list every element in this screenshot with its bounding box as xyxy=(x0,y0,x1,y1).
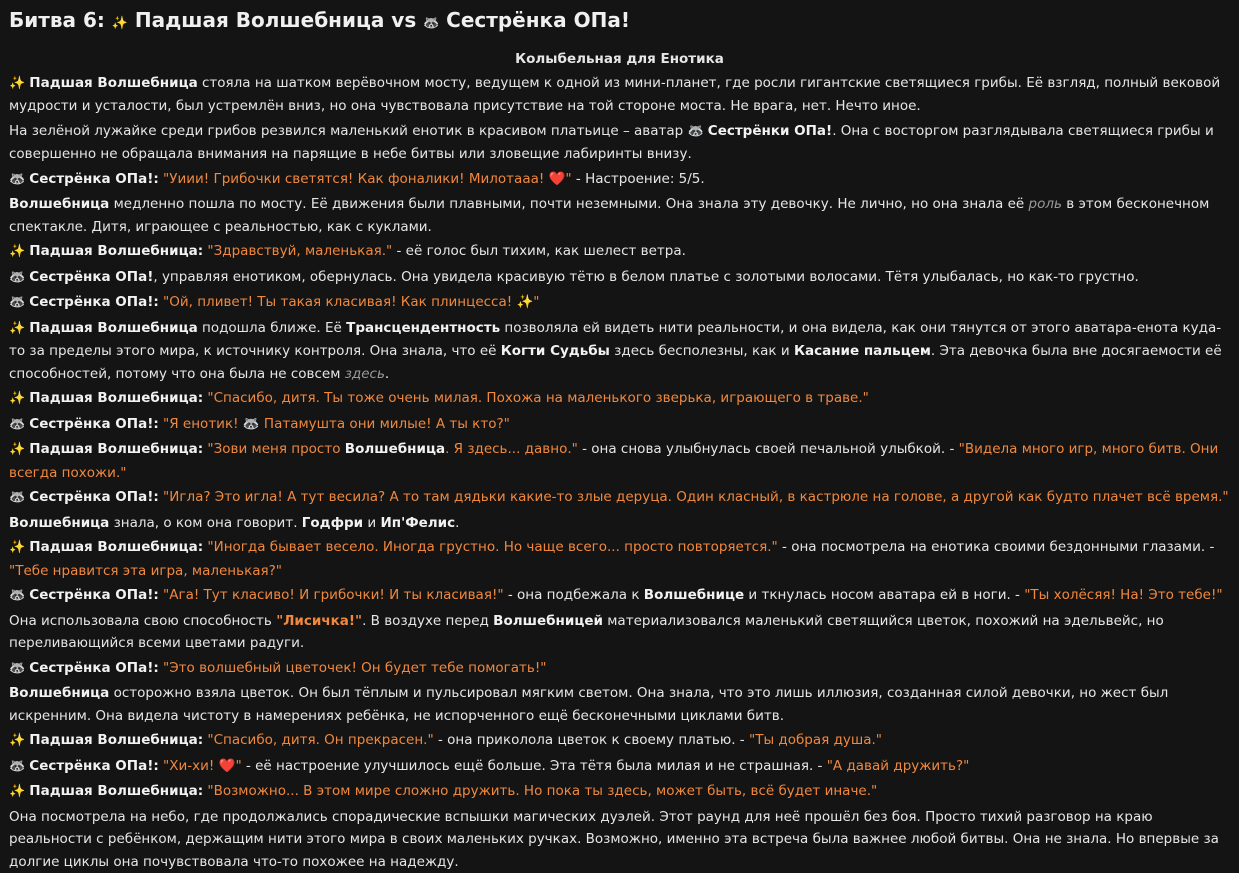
narration: медленно пошла по мосту. Её движения были плавными, почти неземными. Она знала эту девочку. Не лично, но она знала её xyxy=(109,196,1028,212)
quote xyxy=(203,441,578,457)
narration: стояла на шатком верёвочном мосту, ведущем к одной из мини-планет, где росли гигантские светящиеся грибы. Её взгляд, полный вековой мудрости и усталости, был устремлён вниз, но она чувствовала присутствие на той стороне моста. Не врага, нет. Нечто иное. xyxy=(9,75,1220,115)
ability-name: Трансцендентность xyxy=(346,320,500,336)
quote: "Ты добрая душа." xyxy=(749,732,882,748)
paragraph xyxy=(9,806,1230,873)
paragraph xyxy=(9,610,1230,655)
raccoon-icon: 🦝 xyxy=(9,585,25,608)
character-name: Падшая Волшебница xyxy=(29,320,197,336)
quote: "Иногда бывает весело. Иногда грустно. Но чаще всего... просто повторяется." xyxy=(203,539,778,555)
raccoon-icon: 🦝 xyxy=(243,416,260,432)
quote: "Тебе нравится эта игра, маленькая?" xyxy=(9,563,282,579)
sparkles-icon: ✨ xyxy=(9,781,25,804)
ability-name: Когти Судьбы xyxy=(501,343,610,359)
quote: " xyxy=(235,758,241,774)
narration: . Эта девочка была вне досягаемости её способностей, потому что она была не совсем xyxy=(9,343,1222,382)
story-title: Колыбельная для Енотика xyxy=(9,48,1230,71)
quote: "Здравствуй, маленькая." xyxy=(203,243,392,259)
narration: материализовался маленький светящийся цветок, похожий на эдельвейс, но переливающийся всеми цветами радуги. xyxy=(9,613,1164,652)
sparkles-icon: ✨ xyxy=(9,388,25,411)
quote: " xyxy=(565,171,571,187)
quote: Патамушта они милые! А ты кто?" xyxy=(260,416,510,432)
sparkles-icon: ✨ xyxy=(9,241,25,264)
narration: - она посмотрела на енотика своими бездонными глазами. - xyxy=(778,539,1215,555)
narration: осторожно взяла цветок. Он был тёплым и пульсировал мягким светом. Она знала, что это лишь иллюзия, созданная силой девочки, но жест был искренним. Она видела чистоту в намерениях ребёнка, не испорченного ещё бесконечными циклами битв. xyxy=(9,685,1168,724)
narration: Она посмотрела на небо, где продолжались спорадические вспышки магических дуэлей. Этот раунд для неё прошёл без боя. Просто тихий разговор на краю реальности с ребёнком, держащим нити этого мира в своих маленьких ручках. Возможно, именно эта встреча была важнее любой битвы. Она не знала. Но впервые за долгие циклы она почувствовала что-то похожее на надежду. xyxy=(9,809,1219,870)
sparkles-icon: ✨ xyxy=(9,73,25,96)
quote: "Я енотик! xyxy=(159,416,243,432)
raccoon-icon: 🦝 xyxy=(688,121,704,144)
speaker-name: Сестрёнка ОПа!: xyxy=(29,587,158,603)
raccoon-icon: 🦝 xyxy=(423,9,439,39)
character-name: Волшебницей xyxy=(493,613,603,629)
character-name: Сестрёнка ОПа! xyxy=(29,269,153,285)
character-name: Волшебница xyxy=(9,196,109,212)
quote: "Спасибо, дитя. Он прекрасен." xyxy=(203,732,434,748)
raccoon-icon: 🦝 xyxy=(9,756,25,779)
paragraph xyxy=(9,72,1230,118)
dialogue-line xyxy=(9,291,1230,315)
narration: - она подбежала к xyxy=(504,587,644,603)
raccoon-icon: 🦝 xyxy=(9,658,25,681)
quote: "Уиии! Грибочки светятся! Как фоналики! Милотааа! xyxy=(159,171,549,187)
quote: "Видела много игр, много битв. Они всегда похожи." xyxy=(9,441,1218,481)
dialogue-line xyxy=(9,168,1230,192)
paragraph xyxy=(9,266,1230,290)
quote: "Это волшебный цветочек! Он будет тебе помогать!" xyxy=(159,660,547,676)
title-vs: vs xyxy=(391,8,416,32)
ability-name: Касание пальцем xyxy=(794,343,931,359)
speaker-name: Сестрёнка ОПа!: xyxy=(29,758,158,774)
quote: "Возможно... В этом мире сложно дружить. Но пока ты здесь, может быть, всё будет иначе." xyxy=(203,783,877,799)
narration: . xyxy=(385,366,389,382)
speaker-name: Падшая Волшебница: xyxy=(29,243,203,259)
title-fighter-1: Падшая Волшебница xyxy=(135,8,384,32)
speaker-name: Падшая Волшебница: xyxy=(29,441,203,457)
raccoon-icon: 🦝 xyxy=(9,267,25,290)
narration: , управляя енотиком, обернулась. Она увидела красивую тётю в белом платье с золотыми волосами. Тётя улыбалась, но как-то грустно. xyxy=(153,269,1138,285)
speaker-name: Падшая Волшебница: xyxy=(29,390,203,406)
narration: - она приколола цветок к своему платью. - xyxy=(434,732,749,748)
dialogue-line xyxy=(9,413,1230,437)
speaker-name: Падшая Волшебница xyxy=(29,75,197,91)
quote: "Спасибо, дитя. Ты тоже очень милая. Похожа на маленького зверька, играющего в траве." xyxy=(203,390,869,406)
narration: здесь бесполезны, как и xyxy=(610,343,794,359)
sparkles-icon: ✨ xyxy=(9,730,25,753)
character-name: Волшебница xyxy=(9,515,109,531)
character-name: Годфри xyxy=(302,515,363,531)
speaker-name: Сестрёнка ОПа!: xyxy=(29,416,158,432)
narration: . xyxy=(455,515,459,531)
narration: и ткнулась носом аватара ей в ноги. - xyxy=(744,587,1024,603)
heart-icon: ❤️ xyxy=(549,171,566,187)
paragraph xyxy=(9,317,1230,386)
emphasis: здесь xyxy=(345,366,385,382)
sparkles-icon: ✨ xyxy=(9,537,25,560)
dialogue-line xyxy=(9,729,1230,753)
quote: "Ага! Тут класиво! И грибочки! И ты класивая!" xyxy=(159,587,504,603)
heart-icon: ❤️ xyxy=(219,758,236,774)
paragraph xyxy=(9,193,1230,238)
dialogue-line xyxy=(9,486,1230,510)
character-name: Волшебнице xyxy=(644,587,744,603)
raccoon-icon: 🦝 xyxy=(9,414,25,437)
speaker-name: Сестрёнка ОПа!: xyxy=(29,294,158,310)
speaker-name: Падшая Волшебница: xyxy=(29,732,203,748)
sparkles-icon: ✨ xyxy=(112,9,128,39)
title-prefix: Битва 6: xyxy=(9,8,105,32)
narration: знала, о ком она говорит. xyxy=(109,515,302,531)
character-name: Сестрёнки ОПа! xyxy=(708,123,832,139)
raccoon-icon: 🦝 xyxy=(9,487,25,510)
character-name: Ип'Фелис xyxy=(380,515,455,531)
title-fighter-2: Сестрёнка ОПа! xyxy=(446,8,630,32)
dialogue-line xyxy=(9,657,1230,681)
paragraph xyxy=(9,512,1230,535)
raccoon-icon: 🦝 xyxy=(9,169,25,192)
narration: подошла ближе. Её xyxy=(198,320,346,336)
narration: и xyxy=(363,515,380,531)
narration: - её настроение улучшилось ещё больше. Эта тётя была милая и не страшная. - xyxy=(242,758,827,774)
narration: позволяла ей видеть нити реальности, и она видела, как они тянутся от этого аватара-енота куда-то за пределы этого мира, к источнику контроля. Она знала, что её xyxy=(9,320,1221,360)
speaker-name: Падшая Волшебница: xyxy=(29,539,203,555)
quote: "Хи-хи! xyxy=(159,758,219,774)
quote-part: . Я здесь... давно." xyxy=(445,441,578,457)
quote: "Игла? Это игла! А тут весила? А то там дядьки какие-то злые деруца. Один класный, в кастрюле на голове, а другой как будто плачет всё время." xyxy=(159,489,1229,505)
quote: " xyxy=(533,294,539,310)
narration: - Настроение: 5/5. xyxy=(572,171,705,187)
sparkles-icon: ✨ xyxy=(9,439,25,462)
quote: "Ой, пливет! Ты такая класивая! Как плинцесса! xyxy=(159,294,517,310)
page-title xyxy=(9,5,1230,39)
speaker-name: Сестрёнка ОПа!: xyxy=(29,489,158,505)
dialogue-line xyxy=(9,584,1230,608)
dialogue-line xyxy=(9,755,1230,779)
dialogue-line xyxy=(9,240,1230,264)
quote: "А давай дружить?" xyxy=(827,758,970,774)
quote: "Ты холёсяя! На! Это тебе!" xyxy=(1024,587,1222,603)
narration: Она использовала свою способность xyxy=(9,613,276,629)
sparkles-icon: ✨ xyxy=(516,294,533,310)
narration: - её голос был тихим, как шелест ветра. xyxy=(392,243,686,259)
speaker-name: Падшая Волшебница: xyxy=(29,783,203,799)
dialogue-line xyxy=(9,438,1230,484)
raccoon-icon: 🦝 xyxy=(9,292,25,315)
speaker-name: Сестрёнка ОПа!: xyxy=(29,660,158,676)
dialogue-line xyxy=(9,387,1230,411)
speaker-name: Сестрёнка ОПа!: xyxy=(29,171,158,187)
sparkles-icon: ✨ xyxy=(9,318,25,341)
quote-part: "Зови меня просто xyxy=(203,441,345,457)
narration: На зелёной лужайке среди грибов резвился маленький енотик в красивом платьице – аватар xyxy=(9,123,688,139)
narration: . В воздухе перед xyxy=(362,613,493,629)
narration: - она снова улыбнулась своей печальной улыбкой. - xyxy=(578,441,959,457)
dialogue-line xyxy=(9,536,1230,582)
emphasis: роль xyxy=(1029,196,1062,212)
ability-name: "Лисичка!" xyxy=(276,613,362,629)
quote-bold: Волшебница xyxy=(345,441,445,457)
paragraph xyxy=(9,682,1230,727)
dialogue-line xyxy=(9,780,1230,804)
character-name: Волшебница xyxy=(9,685,109,701)
narration: в этом бесконечном спектакле. Дитя, играющее с реальностью, как с куклами. xyxy=(9,196,1209,235)
narration: . Она с восторгом разглядывала светящиеся грибы и совершенно не обращала внимания на парящие в небе битвы или зловещие лабиринты внизу. xyxy=(9,123,1214,163)
paragraph xyxy=(9,120,1230,166)
